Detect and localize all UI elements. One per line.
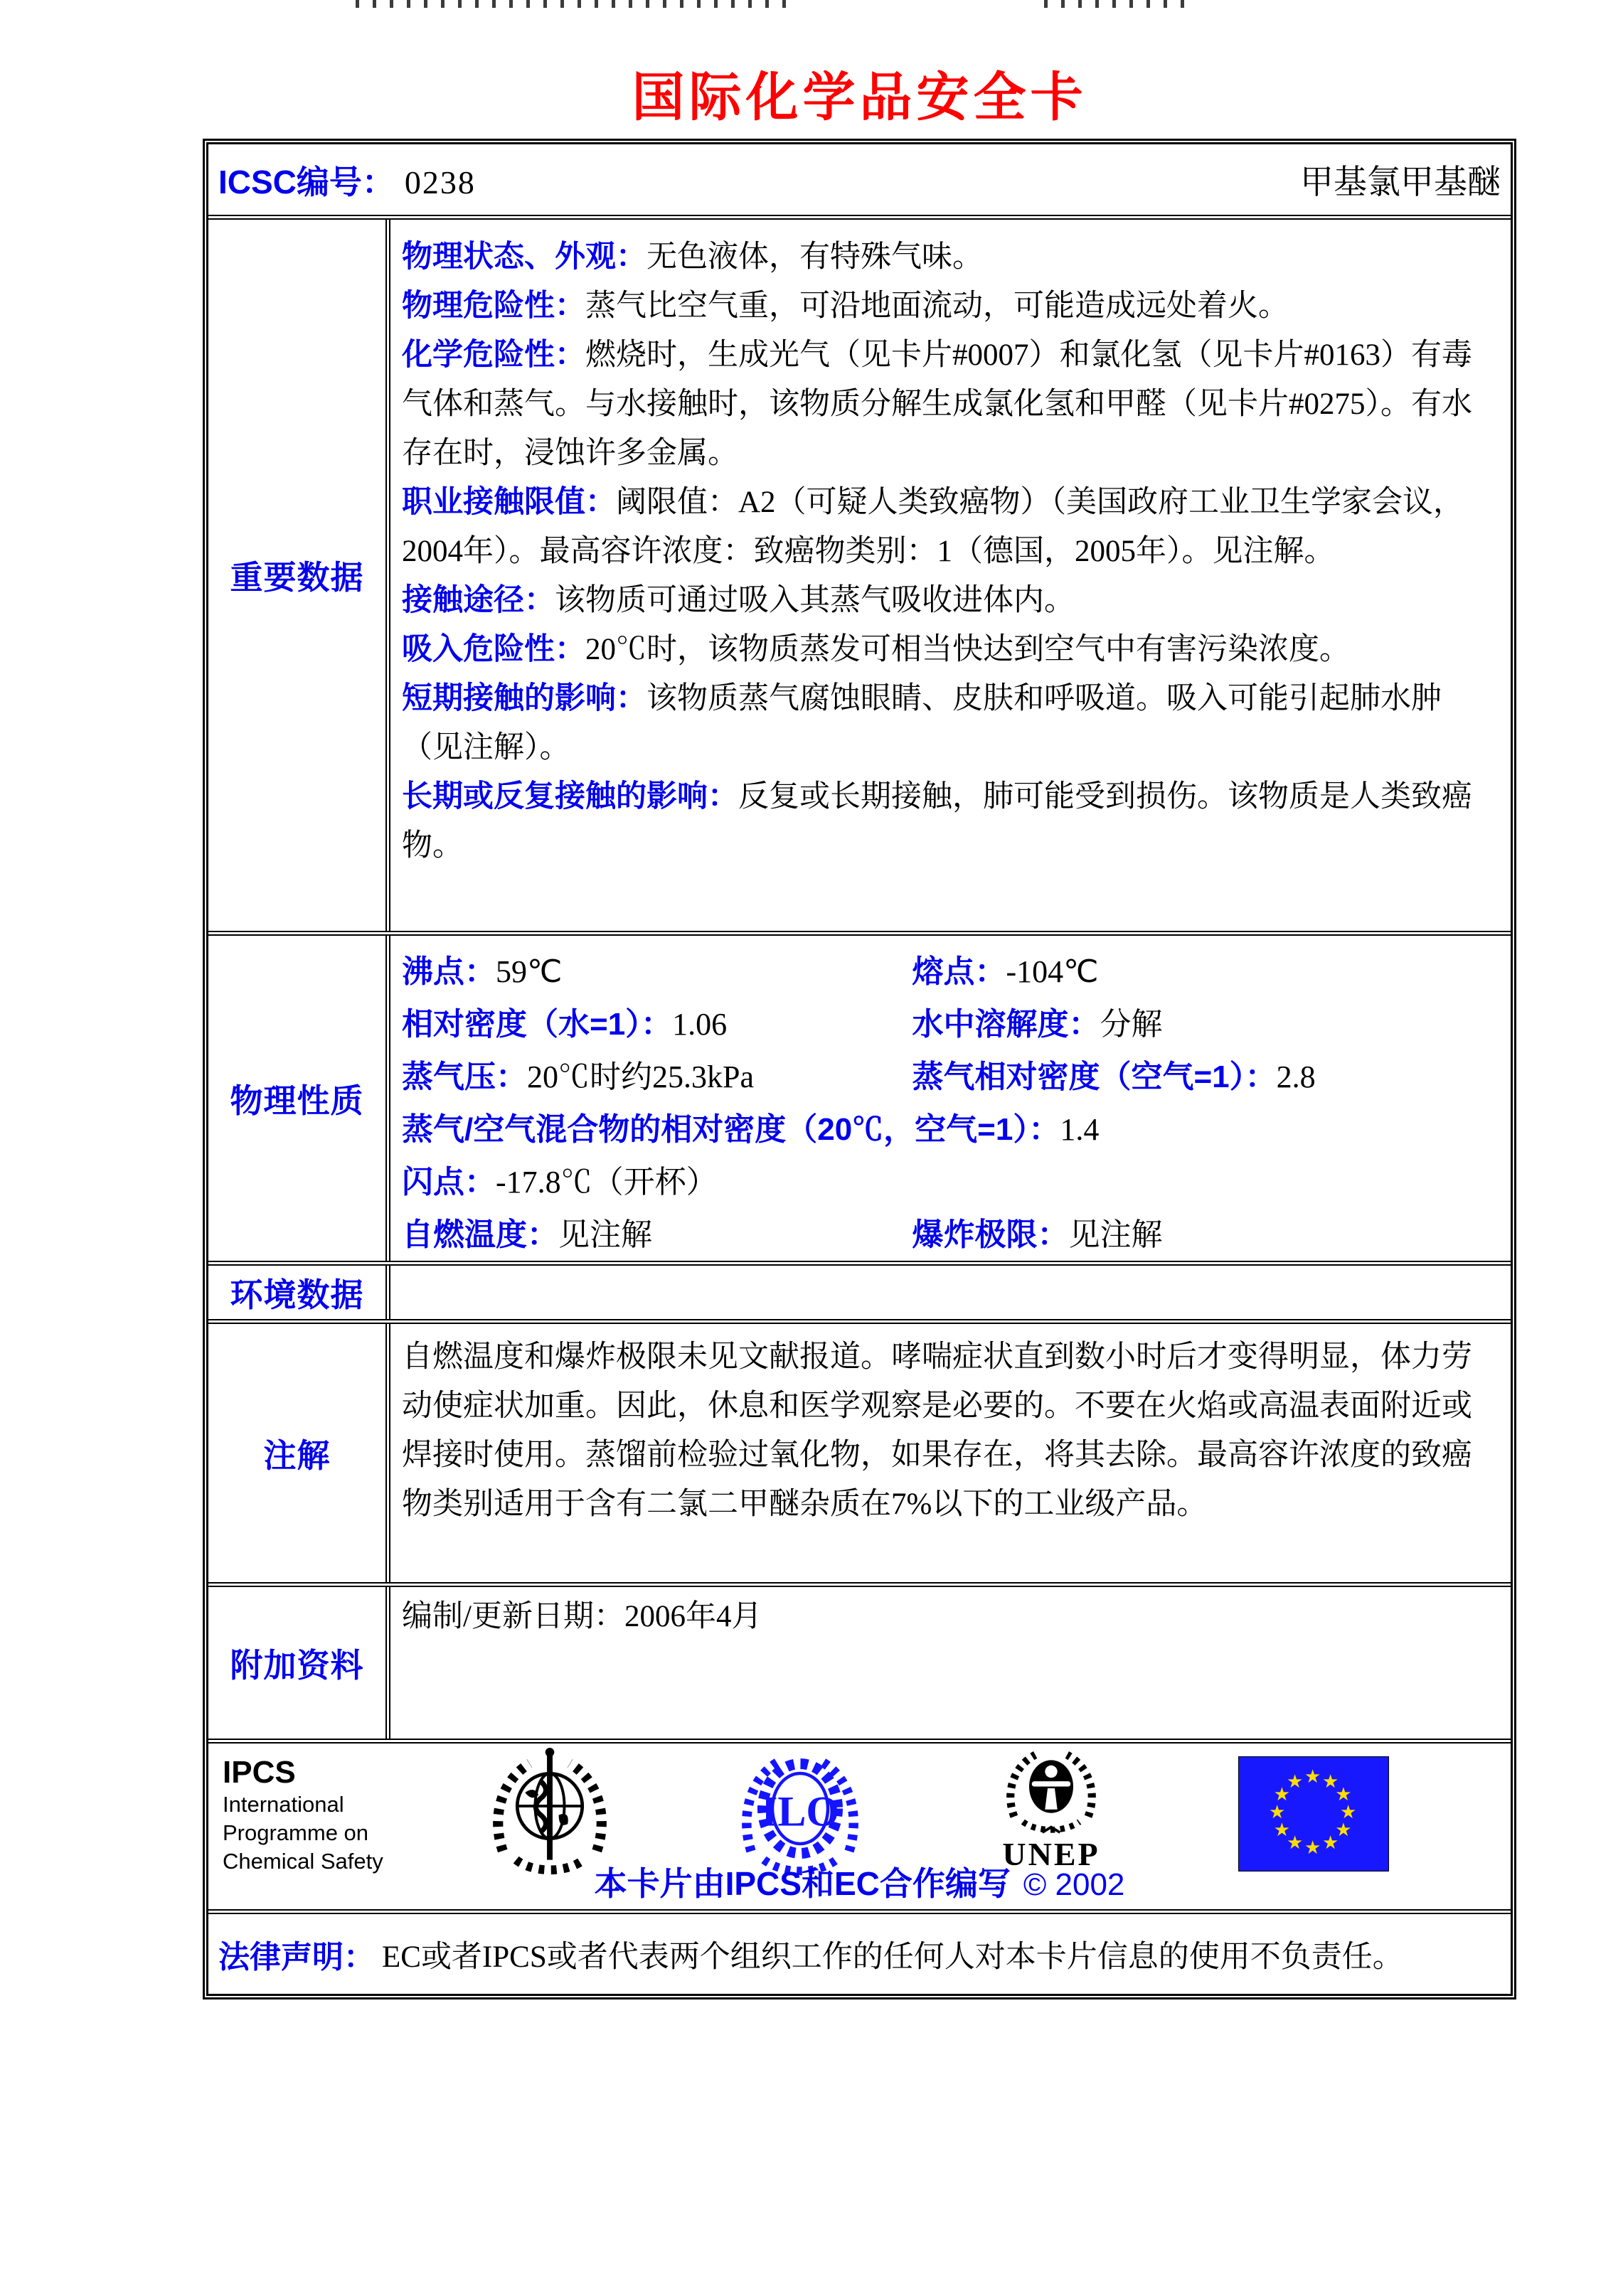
field-text: 该物质蒸气腐蚀眼睛、皮肤和呼吸道。吸入可能引起肺水肿（见注解）。	[402, 682, 1442, 764]
property-pair	[402, 1156, 718, 1209]
ilo-monogram-text: ILO	[760, 1788, 840, 1835]
eu-flag-icon	[1238, 1756, 1389, 1871]
icsc-number-group	[218, 156, 476, 203]
legal-text: EC或者IPCS或者代表两个组织工作的任何人对本卡片信息的使用不负责任。	[382, 1940, 1403, 1974]
important-data-item	[402, 625, 1499, 674]
section-physical-properties	[208, 936, 1511, 1266]
card-header-row	[208, 144, 1511, 220]
field-label: 化学危险性：	[402, 338, 585, 372]
property-line	[402, 946, 1499, 998]
credit-line	[208, 1858, 1511, 1905]
eu-star-icon: ★	[1273, 1783, 1290, 1805]
section-label-environment: 环境数据	[208, 1266, 390, 1319]
property-label: 相对密度（水=1）：	[402, 1007, 673, 1042]
ipcs-subtitle-line1: International	[223, 1792, 344, 1817]
credit-text: 本卡片由IPCS和EC合作编写	[594, 1865, 1011, 1902]
page-title: 国际化学品安全卡	[632, 69, 1087, 127]
field-text: 反复或长期接触，肺可能受到损伤。该物质是人类致癌物。	[402, 780, 1472, 863]
physical-properties-content	[390, 936, 1511, 1261]
property-label: 自燃温度：	[402, 1217, 558, 1252]
property-label: 闪点：	[402, 1165, 496, 1200]
chemical-name: 甲基氯甲基醚	[1300, 164, 1501, 201]
unep-logo-block	[984, 1748, 1119, 1873]
important-data-item	[402, 674, 1499, 772]
property-value: 59℃	[496, 954, 563, 989]
clipped-text-remnant	[356, 0, 789, 8]
property-value: 1.06	[672, 1007, 728, 1042]
property-label: 蒸气压：	[402, 1059, 527, 1094]
field-text: 20℃时，该物质蒸发可相当快达到空气中有害污染浓度。	[585, 633, 1350, 666]
section-label-additional: 附加资料	[208, 1587, 390, 1739]
field-label: 物理状态、外观：	[402, 240, 646, 274]
section-additional-info	[208, 1587, 1511, 1744]
section-label-important: 重要数据	[208, 220, 390, 931]
footer-logos-row	[208, 1744, 1511, 1914]
property-value: 分解	[1100, 1007, 1163, 1042]
property-pair	[402, 946, 912, 998]
important-data-item	[402, 478, 1499, 576]
property-pair	[912, 1209, 1162, 1261]
clipped-text-remnant	[1044, 0, 1197, 8]
property-pair	[912, 946, 1098, 998]
field-label: 职业接触限值：	[402, 485, 616, 519]
eu-star-icon: ★	[1322, 1770, 1339, 1792]
important-data-item	[402, 233, 1499, 282]
important-data-item	[402, 772, 1499, 870]
property-label: 水中溶解度：	[912, 1007, 1100, 1042]
ipcs-title: IPCS	[223, 1755, 296, 1790]
field-label: 接触途径：	[402, 583, 555, 617]
field-text: 阈限值：A2（可疑人类致癌物）（美国政府工业卫生学家会议，2004年）。最高容许浓度：致癌物类别：1（德国，2005年）。见注解。	[402, 486, 1464, 568]
field-label: 吸入危险性：	[402, 632, 585, 666]
property-pair	[912, 998, 1162, 1051]
ipcs-subtitle-line3: Chemical Safety	[223, 1849, 383, 1874]
property-label: 蒸气/空气混合物的相对密度（20℃，空气=1）：	[402, 1112, 1060, 1147]
eu-star-icon: ★	[1335, 1819, 1352, 1840]
property-line	[402, 1104, 1499, 1156]
property-value: -17.8℃（开杯）	[496, 1165, 718, 1200]
eu-star-icon: ★	[1304, 1766, 1321, 1787]
section-notes	[208, 1324, 1511, 1587]
property-line	[402, 998, 1499, 1051]
property-pair	[912, 1051, 1315, 1104]
section-label-physical: 物理性质	[208, 936, 390, 1261]
property-label: 爆炸极限：	[912, 1217, 1069, 1252]
property-line	[402, 1156, 1499, 1209]
property-value: 见注解	[1068, 1217, 1163, 1252]
legal-label: 法律声明：	[218, 1940, 375, 1975]
eu-star-icon: ★	[1273, 1819, 1290, 1840]
property-line	[402, 1051, 1499, 1104]
property-value: 2.8	[1276, 1059, 1316, 1094]
field-text: 该物质可通过吸入其蒸气吸收进体内。	[555, 584, 1075, 617]
eu-star-icon: ★	[1340, 1801, 1357, 1822]
important-data-item	[402, 282, 1499, 331]
field-label: 物理危险性：	[402, 289, 585, 323]
field-text: 无色液体，有特殊气味。	[646, 240, 983, 274]
additional-info-content: 编制/更新日期：2006年4月	[402, 1600, 762, 1633]
field-text: 燃烧时，生成光气（见卡片#0007）和氯化氢（见卡片#0163）有毒气体和蒸气。与水接触时，该物质分解生成氯化氢和甲醛（见卡片#0275）。有水存在时，浸蚀许多金属。	[402, 338, 1472, 470]
important-data-content	[390, 220, 1511, 931]
important-data-item	[402, 576, 1499, 625]
property-value: 20℃时约25.3kPa	[527, 1059, 754, 1094]
ipcs-subtitle-line2: Programme on	[223, 1820, 369, 1845]
field-text: 蒸气比空气重，可沿地面流动，可能造成远处着火。	[585, 289, 1289, 323]
icsc-number-label: ICSC编号：	[218, 163, 395, 201]
property-label: 蒸气相对密度（空气=1）：	[912, 1059, 1277, 1094]
eu-star-icon: ★	[1304, 1837, 1321, 1858]
eu-star-icon: ★	[1287, 1770, 1304, 1792]
section-environmental-data	[208, 1266, 1511, 1324]
property-value: 见注解	[558, 1217, 652, 1252]
eu-star-icon: ★	[1322, 1832, 1339, 1854]
unep-label: UNEP	[1002, 1836, 1100, 1872]
property-pair	[402, 1051, 912, 1104]
property-pair	[402, 1209, 912, 1261]
icsc-card	[203, 139, 1516, 1999]
unep-logo-icon	[998, 1748, 1105, 1836]
property-value: 1.4	[1060, 1112, 1100, 1147]
important-data-item	[402, 331, 1499, 478]
legal-row	[208, 1914, 1511, 1994]
eu-star-icon: ★	[1287, 1832, 1304, 1854]
icsc-number-value: 0238	[404, 164, 476, 201]
property-pair	[402, 998, 912, 1051]
property-label: 沸点：	[402, 954, 496, 989]
eu-star-icon: ★	[1269, 1801, 1286, 1822]
field-label: 长期或反复接触的影响：	[402, 779, 738, 813]
section-important-data	[208, 220, 1511, 936]
credit-year: © 2002	[1023, 1867, 1125, 1902]
notes-content: 自燃温度和爆炸极限未见文献报道。哮喘症状直到数小时后才变得明显，体力劳动使症状加重。因此，休息和医学观察是必要的。不要在火焰或高温表面附近或焊接时使用。蒸馏前检验过氧化物，如果存在，将其去除。最高容许浓度的致癌物类别适用于含有二氯二甲醚杂质在7%以下的工业级产品。	[402, 1340, 1472, 1521]
field-label: 短期接触的影响：	[402, 681, 646, 715]
eu-star-icon: ★	[1335, 1783, 1352, 1805]
property-line	[402, 1209, 1499, 1261]
property-value: -104℃	[1006, 954, 1099, 989]
section-label-notes: 注解	[208, 1324, 390, 1582]
property-label: 熔点：	[912, 954, 1006, 989]
property-pair	[402, 1104, 1099, 1156]
environmental-data-content	[390, 1266, 1511, 1319]
